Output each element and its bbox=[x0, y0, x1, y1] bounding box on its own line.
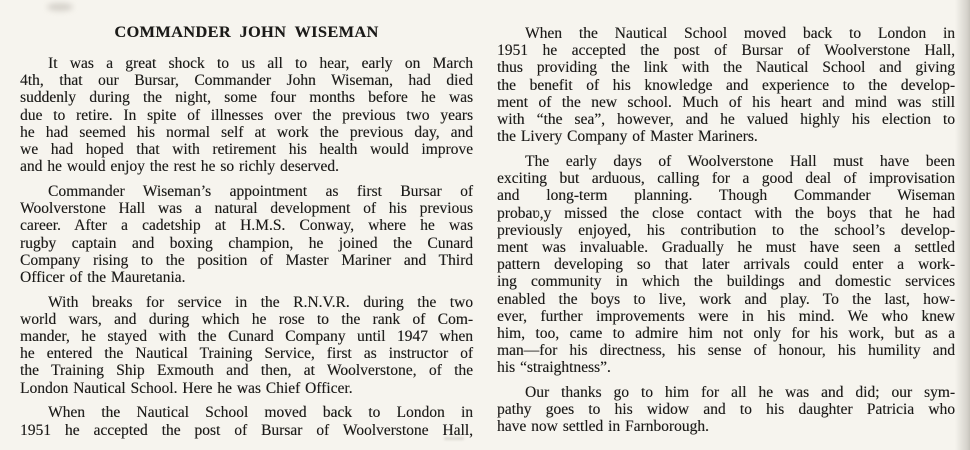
text-line: ever, further improvements were in his mind. We who knew bbox=[497, 307, 955, 325]
text-line: and he would enjoy the rest he so richly deserved. bbox=[20, 158, 339, 176]
text-line: 4th, that our Bursar, Commander John Wiseman, had died bbox=[20, 72, 473, 90]
text-line: we had hoped that with retirement his health would improve bbox=[20, 141, 473, 159]
text-line: Company rising to the position of Master Mariner and Third bbox=[20, 251, 473, 269]
text-line: man—for his directness, his sense of honour, his humility and bbox=[497, 342, 955, 360]
text-line: the benefit of his knowledge and experience to the develop- bbox=[497, 76, 955, 94]
paragraph bbox=[20, 183, 473, 286]
text-line: Woolverstone Hall was a natural development of his previous bbox=[20, 200, 473, 218]
text-line: enabled the boys to live, work and play. To the last, how- bbox=[497, 290, 955, 308]
text-line: he entered the Nautical Training Service, first as instructor of bbox=[20, 345, 473, 363]
right-column bbox=[497, 25, 955, 436]
paragraph bbox=[20, 55, 473, 175]
article-title: COMMANDER JOHN WISEMAN bbox=[114, 22, 379, 41]
text-line: mander, he stayed with the Cunard Company until 1947 when bbox=[20, 328, 473, 346]
text-line: ing community in which the buildings and domestic services bbox=[497, 273, 955, 291]
text-line: When the Nautical School moved back to London in bbox=[525, 25, 955, 42]
text-line: ment was invaluable. Gradually he must have seen a settled bbox=[497, 238, 955, 256]
text-line: Commander Wiseman’s appointment as first Bursar of bbox=[48, 182, 473, 200]
text-line: pathy goes to his widow and to his daughter Patricia who bbox=[497, 401, 955, 419]
text-line: Officer of the Mauretania. bbox=[20, 268, 186, 286]
text-line: suddenly during the night, some four months before he was bbox=[20, 89, 473, 107]
paragraph bbox=[497, 153, 955, 377]
text-line: 1951 he accepted the post of Bursar of Woolverstone Hall, bbox=[497, 42, 955, 60]
paragraph bbox=[497, 25, 955, 145]
text-line: It was a great shock to us all to hear, early on March bbox=[48, 55, 473, 72]
paragraph bbox=[20, 404, 473, 438]
text-line: When the Nautical School moved back to London in bbox=[48, 404, 473, 422]
text-line: Our thanks go to him for all he was and did; our sym- bbox=[525, 384, 955, 402]
text-line: with “the sea”, however, and he valued highly his election to bbox=[497, 111, 955, 129]
text-line: his “straightness”. bbox=[497, 359, 611, 377]
text-line: The early days of Woolverstone Hall must have been bbox=[525, 152, 955, 170]
text-line: him, too, came to admire him not only for his work, but as a bbox=[497, 324, 955, 342]
text-line: the Livery Company of Master Mariners. bbox=[497, 128, 758, 146]
text-line: pattern developing so that later arrivals could enter a work- bbox=[497, 256, 955, 274]
text-line: With breaks for service in the R.N.V.R. during the two bbox=[48, 293, 473, 311]
text-line: 1951 he accepted the post of Bursar of Woolverstone Hall, bbox=[20, 421, 473, 439]
text-line: probaʋ,y missed the close contact with the boys that he had bbox=[497, 204, 955, 222]
text-line: London Nautical School. Here he was Chief Officer. bbox=[20, 379, 353, 397]
text-line: he had seemed his normal self at work the previous day, and bbox=[20, 123, 473, 141]
text-line: career. After a cadetship at H.M.S. Conway, where he was bbox=[20, 217, 473, 235]
text-line: due to retire. In spite of illnesses over the previous two years bbox=[20, 106, 473, 124]
text-line: world wars, and during which he rose to the rank of Com- bbox=[20, 310, 473, 328]
paragraph bbox=[20, 294, 473, 397]
left-column bbox=[20, 22, 473, 439]
scan-smudge bbox=[47, 3, 73, 11]
paragraph bbox=[497, 384, 955, 436]
text-line: exciting but arduous, calling for a good deal of improvisation bbox=[497, 170, 955, 188]
text-line: thus providing the link with the Nautical School and giving bbox=[497, 59, 955, 77]
text-line: previously enjoyed, his contribution to the school’s develop- bbox=[497, 221, 955, 239]
text-line: and long-term planning. Though Commander Wiseman bbox=[497, 187, 955, 205]
text-line: the Training Ship Exmouth and then, at Woolverstone, of the bbox=[20, 362, 473, 380]
text-line: have now settled in Farnborough. bbox=[497, 418, 709, 436]
text-line: ment of the new school. Much of his heart and mind was still bbox=[497, 93, 955, 111]
text-line: rugby captain and boxing champion, he joined the Cunard bbox=[20, 234, 473, 252]
